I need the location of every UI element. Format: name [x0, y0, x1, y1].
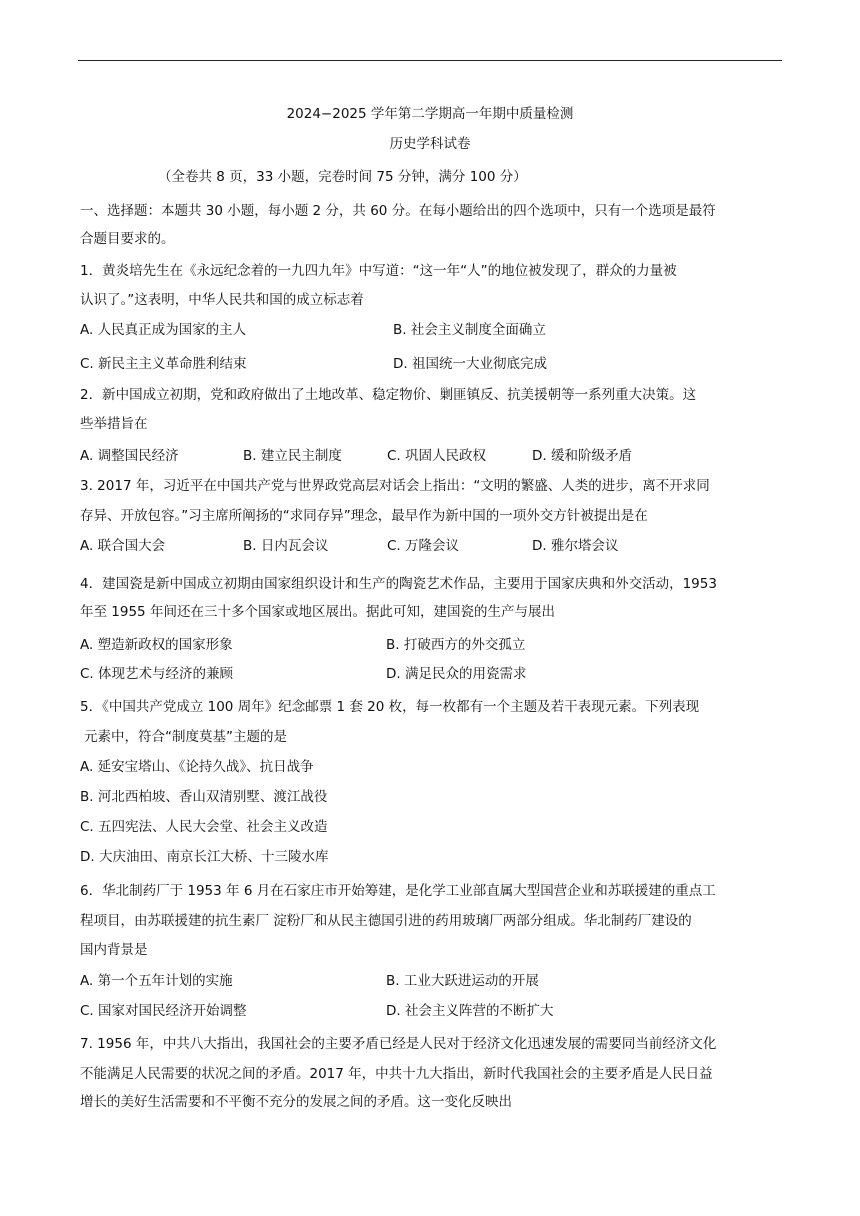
question-6-stem: 6．华北制药厂于 1953 年 6 月在石家庄市开始筹建，是化学工业部直属大型国营企业和苏联援建的重点工: [80, 883, 716, 899]
question-6-option-a[interactable]: A. 第一个五年计划的实施: [80, 973, 233, 989]
question-2-option-c[interactable]: C. 巩固人民政权: [387, 448, 487, 464]
question-1-stem-cont: 认识了。”这表明，中华人民共和国的成立标志着: [80, 292, 364, 308]
exam-info: （全卷共 8 页，33 小题，完卷时间 75 分钟，满分 100 分）: [158, 169, 527, 185]
question-5-stem-cont: 元素中，符合“制度莫基”主题的是: [84, 729, 287, 745]
section-instructions: 一、选择题：本题共 30 小题，每小题 2 分，共 60 分。在每小题给出的四个选项中，只有一个选项是最符: [80, 203, 716, 219]
question-4-option-c[interactable]: C. 体现艺术与经济的兼顾: [80, 666, 234, 682]
question-6-option-d[interactable]: D. 社会主义阵营的不断扩大: [386, 1003, 554, 1019]
question-4-stem: 4．建国瓷是新中国成立初期由国家组织设计和生产的陶瓷艺术作品，主要用于国家庆典和外交活动，1953: [80, 576, 717, 592]
top-rule: [78, 60, 782, 61]
question-2-stem: 2．新中国成立初期，党和政府做出了土地改革、稳定物价、剿匪镇反、抗美援朝等一系列重大决策。这: [80, 387, 697, 403]
question-5-option-a[interactable]: A. 延安宝塔山、《论持久战》、抗日战争: [80, 759, 314, 775]
question-7-stem: 7. 1956 年，中共八大指出，我国社会的主要矛盾已经是人民对于经济文化迅速发展的需要同当前经济文化: [80, 1036, 717, 1052]
question-5-option-c[interactable]: C. 五四宪法、人民大会堂、社会主义改造: [80, 819, 328, 835]
question-5-option-d[interactable]: D. 大庆油田、南京长江大桥、十三陵水库: [80, 849, 329, 865]
question-7-stem-cont: 不能满足人民需要的状况之间的矛盾。2017 年，中共十九大指出，新时代我国社会的主要矛盾是人民日益: [80, 1066, 713, 1082]
question-1-option-c[interactable]: C. 新民主主义革命胜利结束: [80, 356, 247, 372]
question-6-option-b[interactable]: B. 工业大跃进运动的开展: [386, 973, 539, 989]
question-1-option-a[interactable]: A. 人民真正成为国家的主人: [80, 322, 247, 338]
question-6-stem-cont: 程项目，由苏联援建的抗生素厂 淀粉厂和从民主德国引进的药用玻璃厂两部分组成。华北制药厂建设的: [80, 913, 692, 929]
exam-title: 2024−2025 学年第二学期高一年期中质量检测: [286, 106, 574, 122]
question-3-option-a[interactable]: A. 联合国大会: [80, 538, 166, 554]
question-6-stem-cont-2: 国内背景是: [80, 942, 148, 958]
question-5-stem: 5．《中国共产党成立 100 周年》纪念邮票 1 套 20 枚，每一枚都有一个主题及若干表现元素。下列表现: [80, 699, 700, 715]
question-4-option-d[interactable]: D. 满足民众的用瓷需求: [386, 666, 527, 682]
question-4-option-b[interactable]: B. 打破西方的外交孤立: [386, 637, 526, 653]
question-3-option-d[interactable]: D. 雅尔塔会议: [532, 538, 619, 554]
question-2-option-b[interactable]: B. 建立民主制度: [243, 448, 342, 464]
question-3-option-c[interactable]: C. 万隆会议: [387, 538, 460, 554]
question-7-stem-cont-2: 增长的美好生活需要和不平衡不充分的发展之间的矛盾。这一变化反映出: [80, 1094, 512, 1110]
question-5-option-b[interactable]: B. 河北西柏坡、香山双清别墅、渡江战役: [80, 789, 328, 805]
question-3-stem-cont: 存异、开放包容。”习主席所阐扬的“求同存异”理念，最早作为新中国的一项外交方针被提出是在: [80, 508, 648, 524]
question-4-stem-cont: 年至 1955 年间还在三十多个国家或地区展出。据此可知，建国瓷的生产与展出: [80, 604, 555, 620]
question-4-option-a[interactable]: A. 塑造新政权的国家形象: [80, 637, 233, 653]
section-instructions-cont: 合题目要求的。: [80, 231, 175, 247]
question-2-stem-cont: 些举措旨在: [80, 416, 148, 432]
question-1-option-b[interactable]: B. 社会主义制度全面确立: [393, 322, 546, 338]
question-1-stem: 1．黄炎培先生在《永远纪念着的一九四九年》中写道：“这一年“人”的地位被发现了，群众的力量被: [80, 263, 677, 279]
question-6-option-c[interactable]: C. 国家对国民经济开始调整: [80, 1003, 247, 1019]
exam-subject: 历史学科试卷: [389, 136, 471, 152]
question-1-option-d[interactable]: D. 祖国统一大业彻底完成: [393, 356, 547, 372]
question-2-option-d[interactable]: D. 缓和阶级矛盾: [532, 448, 632, 464]
question-3-option-b[interactable]: B. 日内瓦会议: [243, 538, 329, 554]
question-3-stem: 3. 2017 年，习近平在中国共产党与世界政党高层对话会上指出：“文明的繁盛、人类的进步，离不开求同: [80, 478, 710, 494]
question-2-option-a[interactable]: A. 调整国民经济: [80, 448, 179, 464]
